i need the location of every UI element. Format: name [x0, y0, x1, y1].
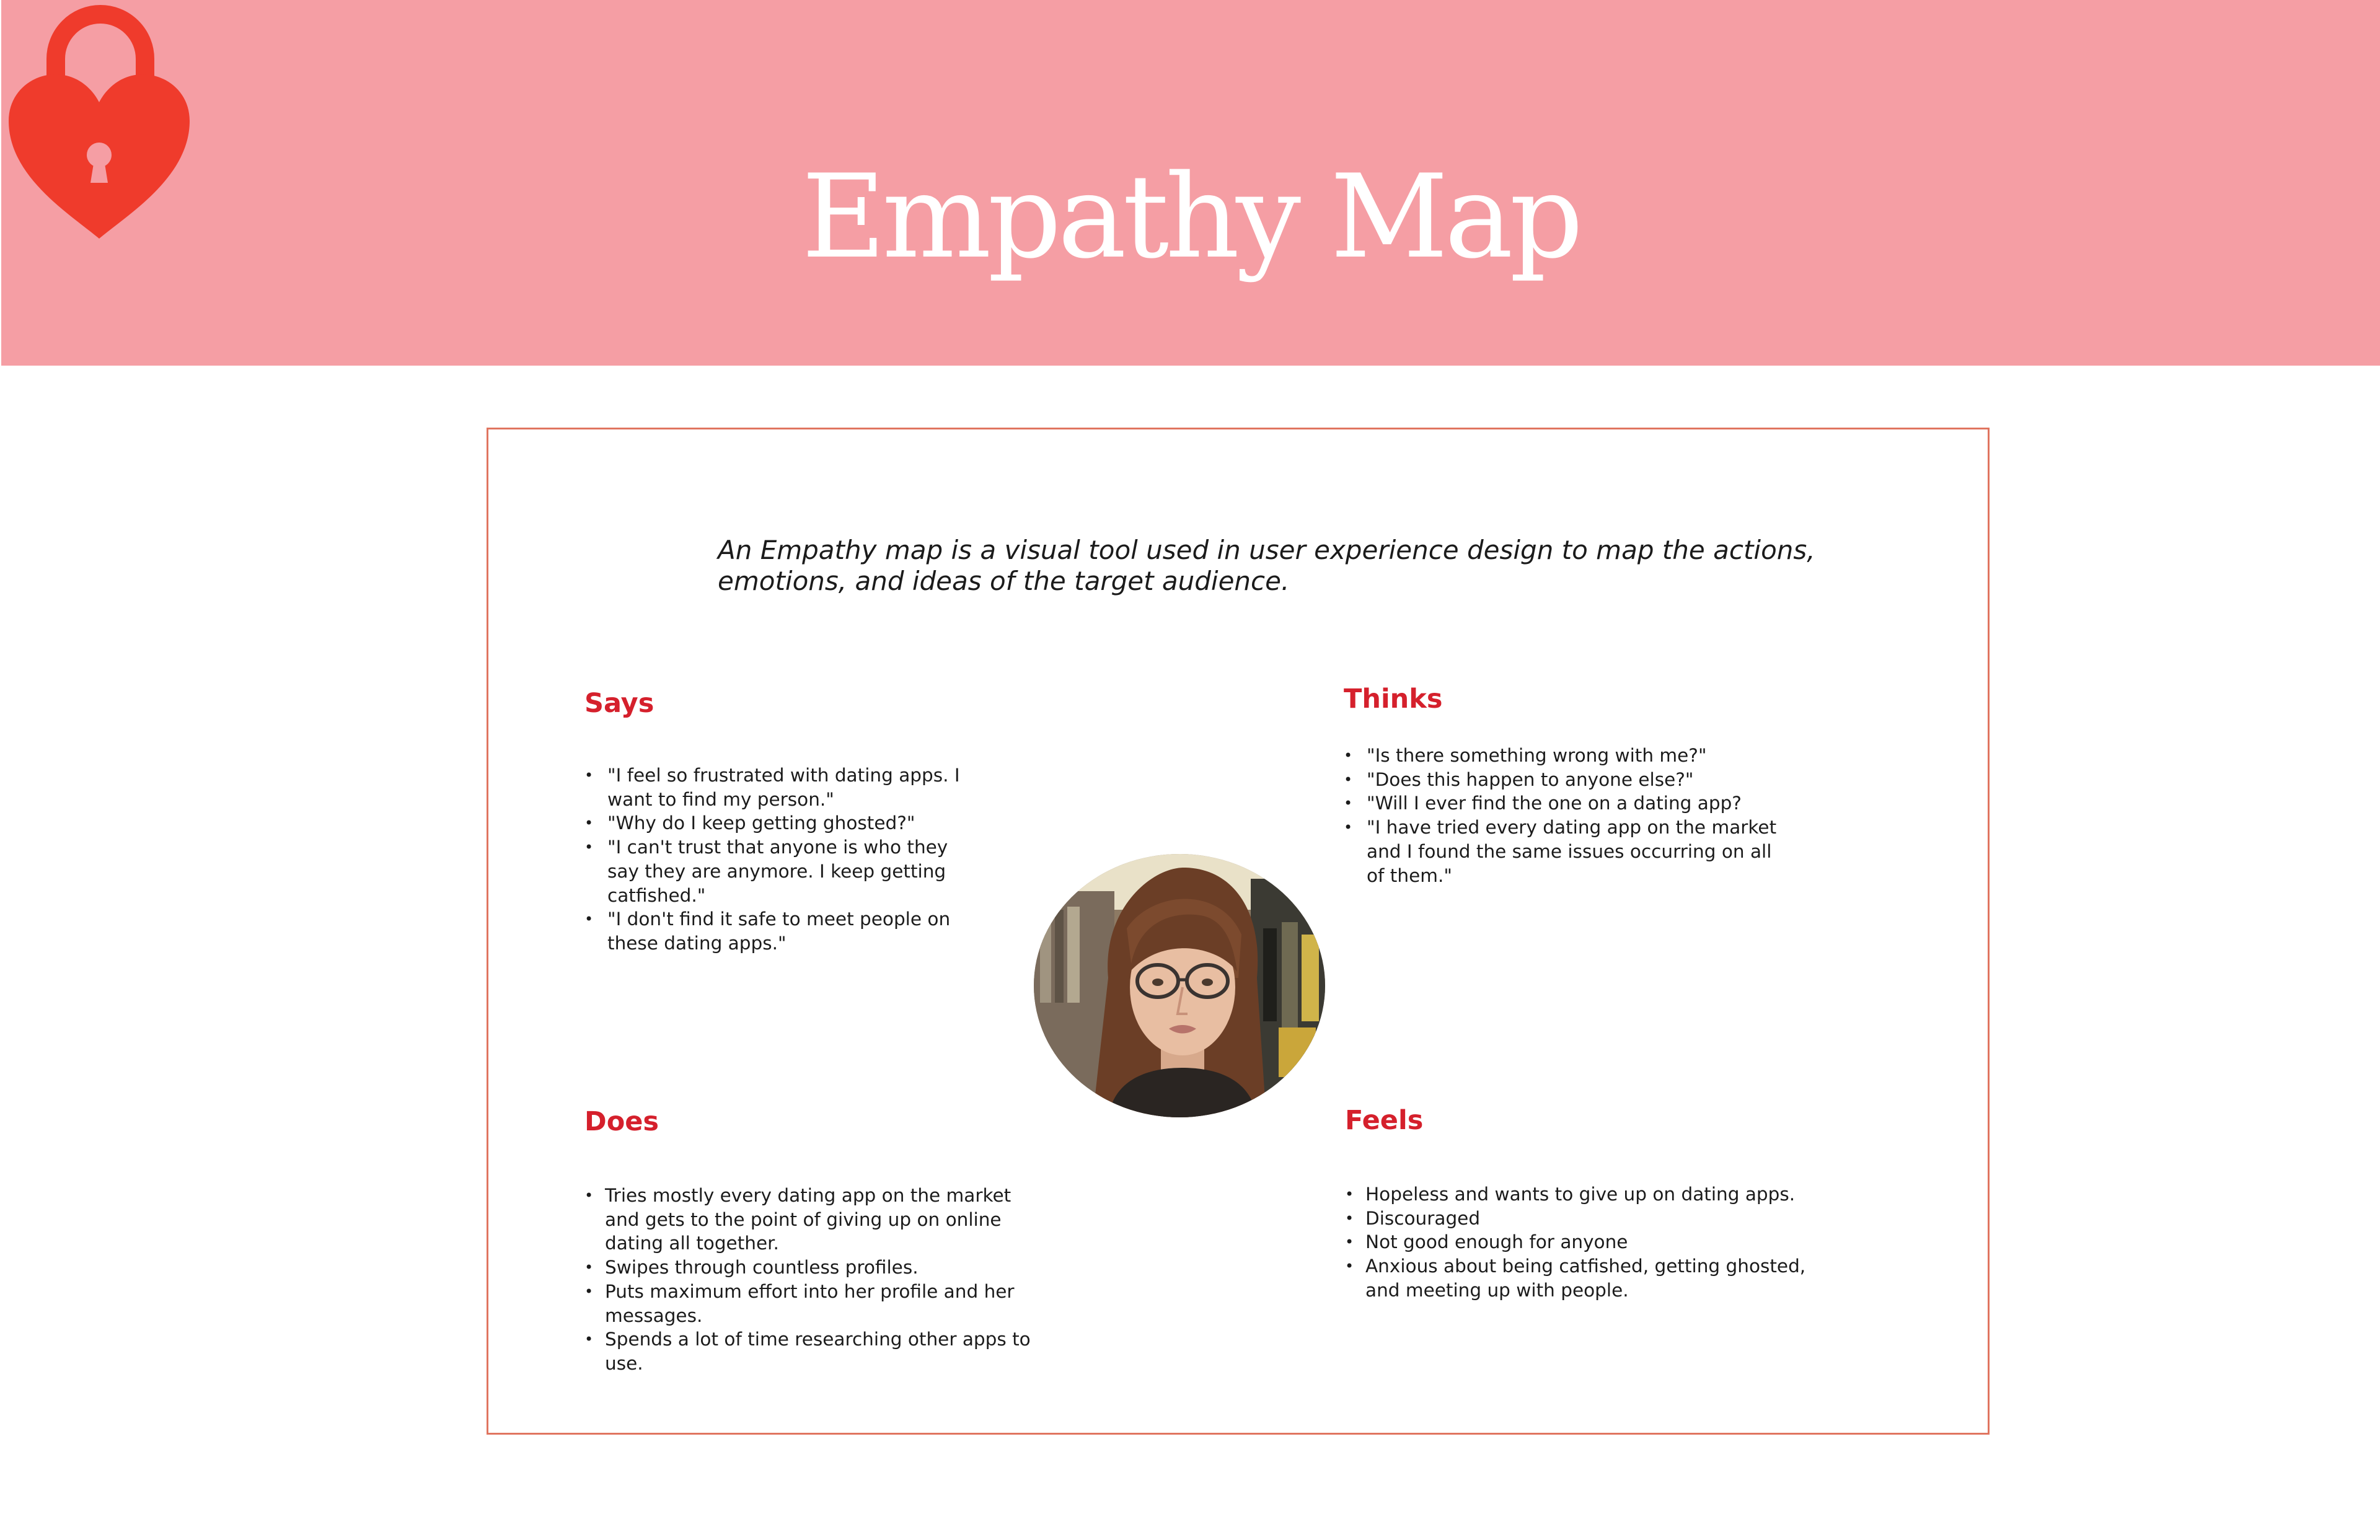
list-item: • "I can't trust that anyone is who they say they are anymore. I keep getting catfished." — [584, 835, 981, 907]
page-title: Empathy Map — [801, 149, 1580, 284]
list-item: • Not good enough for anyone — [1345, 1230, 1816, 1254]
list-item: • Spends a lot of time researching other apps to use. — [584, 1327, 1031, 1375]
list-item: • "Will I ever find the one on a dating app? — [1344, 791, 1790, 816]
list-item: • Swipes through countless profiles. — [584, 1256, 1031, 1280]
says-heading: Says — [584, 688, 654, 719]
thinks-heading: Thinks — [1344, 684, 1443, 715]
list-item: • "Is there something wrong with me?" — [1344, 744, 1790, 768]
thinks-section — [1344, 682, 1790, 887]
thinks-list — [1344, 744, 1790, 887]
intro-text: An Empathy map is a visual tool used in user experience design to map the actions, emotions, and ideas of the target audience. — [718, 535, 1815, 596]
list-item: • Discouraged — [1345, 1207, 1816, 1231]
empathy-map-card — [487, 428, 1990, 1435]
does-heading: Does — [584, 1106, 659, 1137]
feels-section — [1345, 1104, 1816, 1303]
persona-portrait — [1034, 854, 1325, 1117]
list-item: • "Why do I keep getting ghosted?" — [584, 811, 981, 835]
does-list — [584, 1184, 1031, 1376]
list-item: • "I don't find it safe to meet people on these dating apps." — [584, 907, 981, 955]
list-item: • "Does this happen to anyone else?" — [1344, 768, 1790, 792]
list-item: • Anxious about being catfished, getting ghosted, and meeting up with people. — [1345, 1254, 1816, 1302]
list-item: • "I have tried every dating app on the market and I found the same issues occurring on all of them." — [1344, 816, 1790, 887]
portrait-image — [1034, 854, 1325, 1117]
feels-heading: Feels — [1345, 1105, 1424, 1136]
says-list — [584, 763, 981, 956]
list-item: • "I feel so frustrated with dating apps. I want to find my person." — [584, 763, 981, 811]
says-section — [584, 687, 981, 956]
feels-list — [1345, 1182, 1816, 1303]
list-item: • Tries mostly every dating app on the market and gets to the point of giving up on online dating all together. — [584, 1184, 1031, 1256]
header-banner — [1, 0, 2380, 366]
list-item: • Hopeless and wants to give up on dating apps. — [1345, 1182, 1816, 1207]
does-section — [584, 1105, 1031, 1376]
list-item: • Puts maximum effort into her profile and her messages. — [584, 1280, 1031, 1327]
